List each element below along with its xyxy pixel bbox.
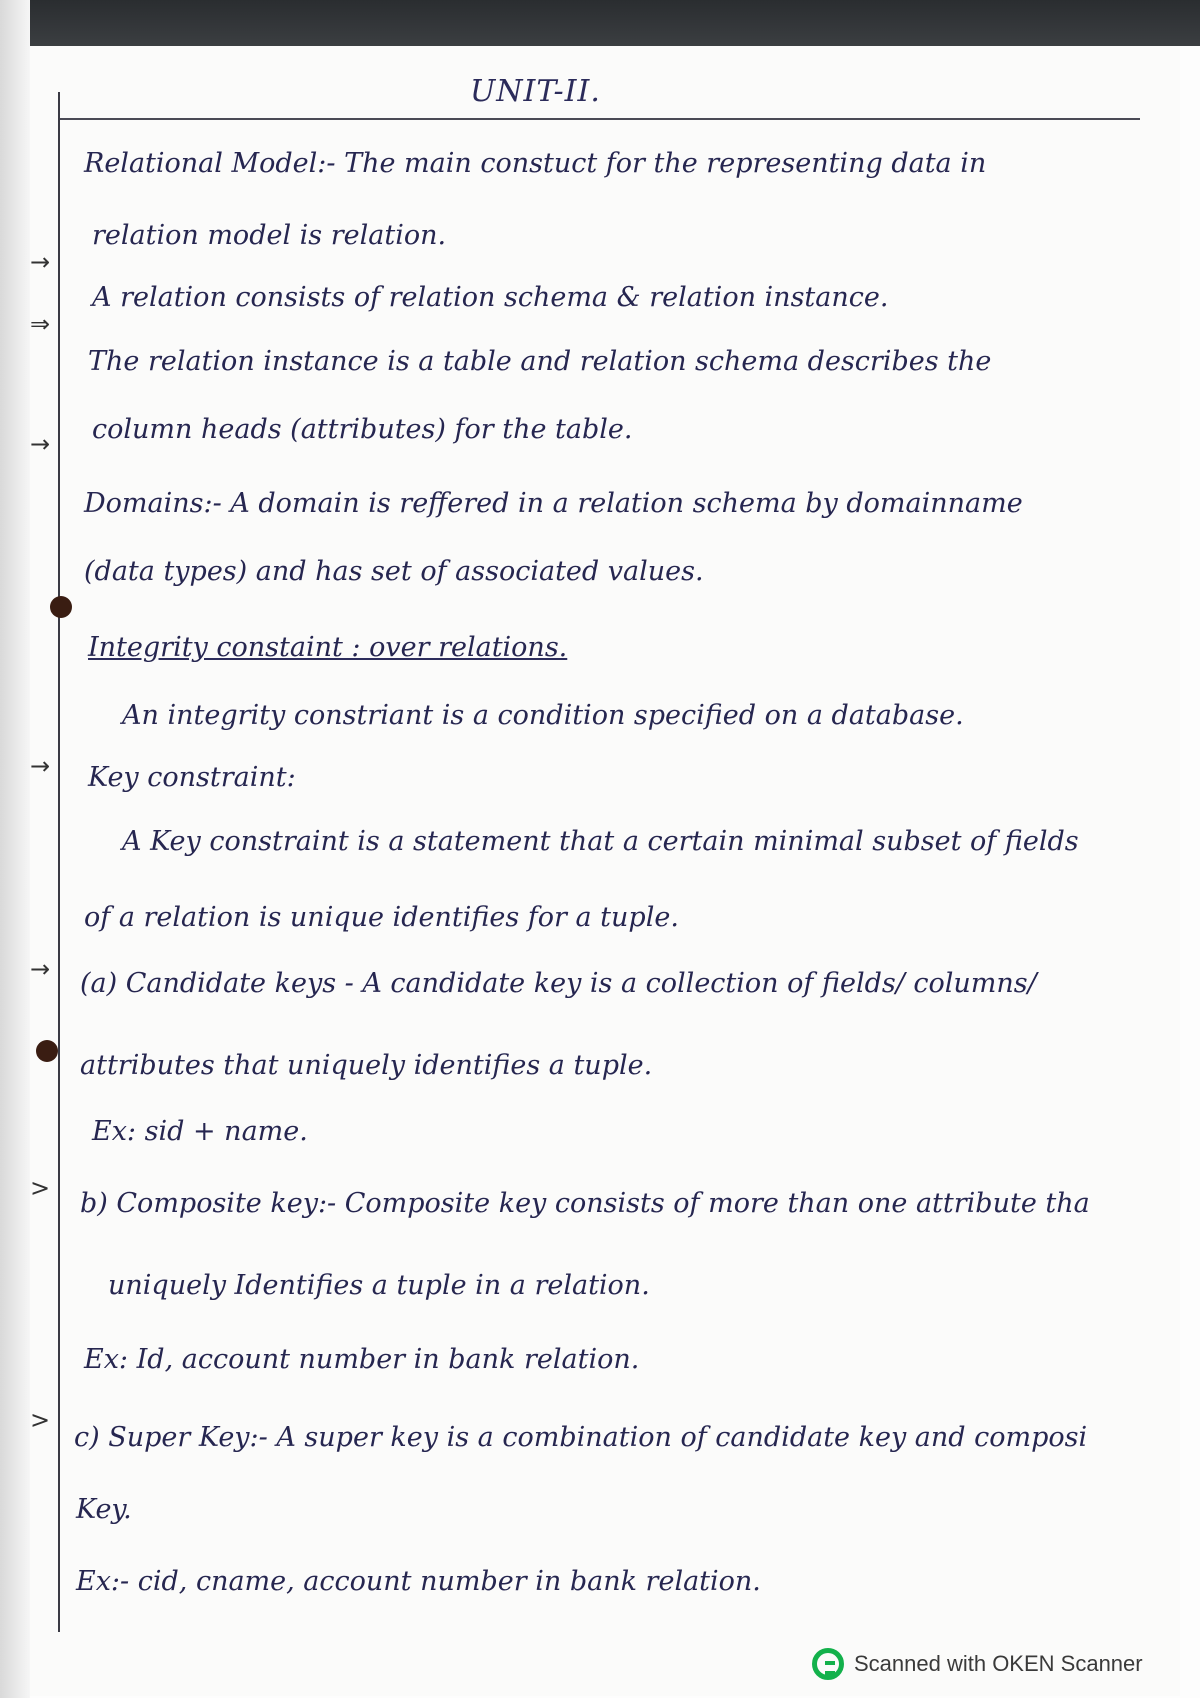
text-line: (data types) and has set of associated values. xyxy=(84,556,704,587)
text-line-relational-model: Relational Model:- The main constuct for the representing data in xyxy=(84,148,987,179)
text-line-super-key: c) Super Key:- A super key is a combination of candidate key and composi xyxy=(74,1422,1088,1453)
ink-dot xyxy=(36,1040,58,1062)
scanner-watermark xyxy=(812,1648,1143,1680)
margin-arrow: ⇒ xyxy=(30,310,51,338)
text-line-example: Ex:- cid, cname, account number in bank relation. xyxy=(76,1566,761,1597)
text-line: column heads (attributes) for the table. xyxy=(92,414,633,445)
scanner-watermark-text: Scanned with OKEN Scanner xyxy=(854,1651,1143,1676)
text-line: An integrity constriant is a condition specified on a database. xyxy=(122,700,964,731)
margin-arrow: → xyxy=(30,430,51,458)
header-rule xyxy=(58,118,1140,120)
text-line-composite-key: b) Composite key:- Composite key consists of more than one attribute tha xyxy=(80,1188,1090,1219)
text-line: attributes that uniquely identifies a tuple. xyxy=(80,1050,653,1081)
background-edge-left xyxy=(0,0,30,1698)
text-line-integrity-constraint: Integrity constaint : over relations. xyxy=(88,632,568,663)
text-line: Key. xyxy=(76,1494,132,1525)
text-line-key-constraint: Key constraint: xyxy=(88,762,296,793)
text-line: of a relation is unique identifies for a tuple. xyxy=(84,902,679,933)
text-line-candidate-keys: (a) Candidate keys - A candidate key is a collection of fields/ columns/ xyxy=(80,968,1037,999)
ink-dot xyxy=(50,596,72,618)
oken-scanner-logo-icon xyxy=(812,1648,844,1680)
margin-rule xyxy=(58,92,60,1632)
text-line: A relation consists of relation schema & relation instance. xyxy=(92,282,889,313)
margin-arrow: > xyxy=(30,1406,51,1434)
text-line: The relation instance is a table and relation schema describes the xyxy=(88,346,992,377)
text-line-example: Ex: sid + name. xyxy=(92,1116,308,1147)
page-title: UNIT-II. xyxy=(470,74,601,109)
text-line-example: Ex: Id, account number in bank relation. xyxy=(84,1344,640,1375)
margin-arrow: → xyxy=(30,752,51,780)
margin-arrow: > xyxy=(30,1174,51,1202)
text-line-domains: Domains:- A domain is reffered in a relation schema by domainname xyxy=(84,488,1023,519)
margin-arrow: → xyxy=(30,248,51,276)
text-line: relation model is relation. xyxy=(92,220,447,251)
background-edge-top xyxy=(0,0,1200,46)
margin-arrow: → xyxy=(30,955,51,983)
text-line: A Key constraint is a statement that a certain minimal subset of fields xyxy=(122,826,1079,857)
text-line: uniquely Identifies a tuple in a relation. xyxy=(108,1270,650,1301)
